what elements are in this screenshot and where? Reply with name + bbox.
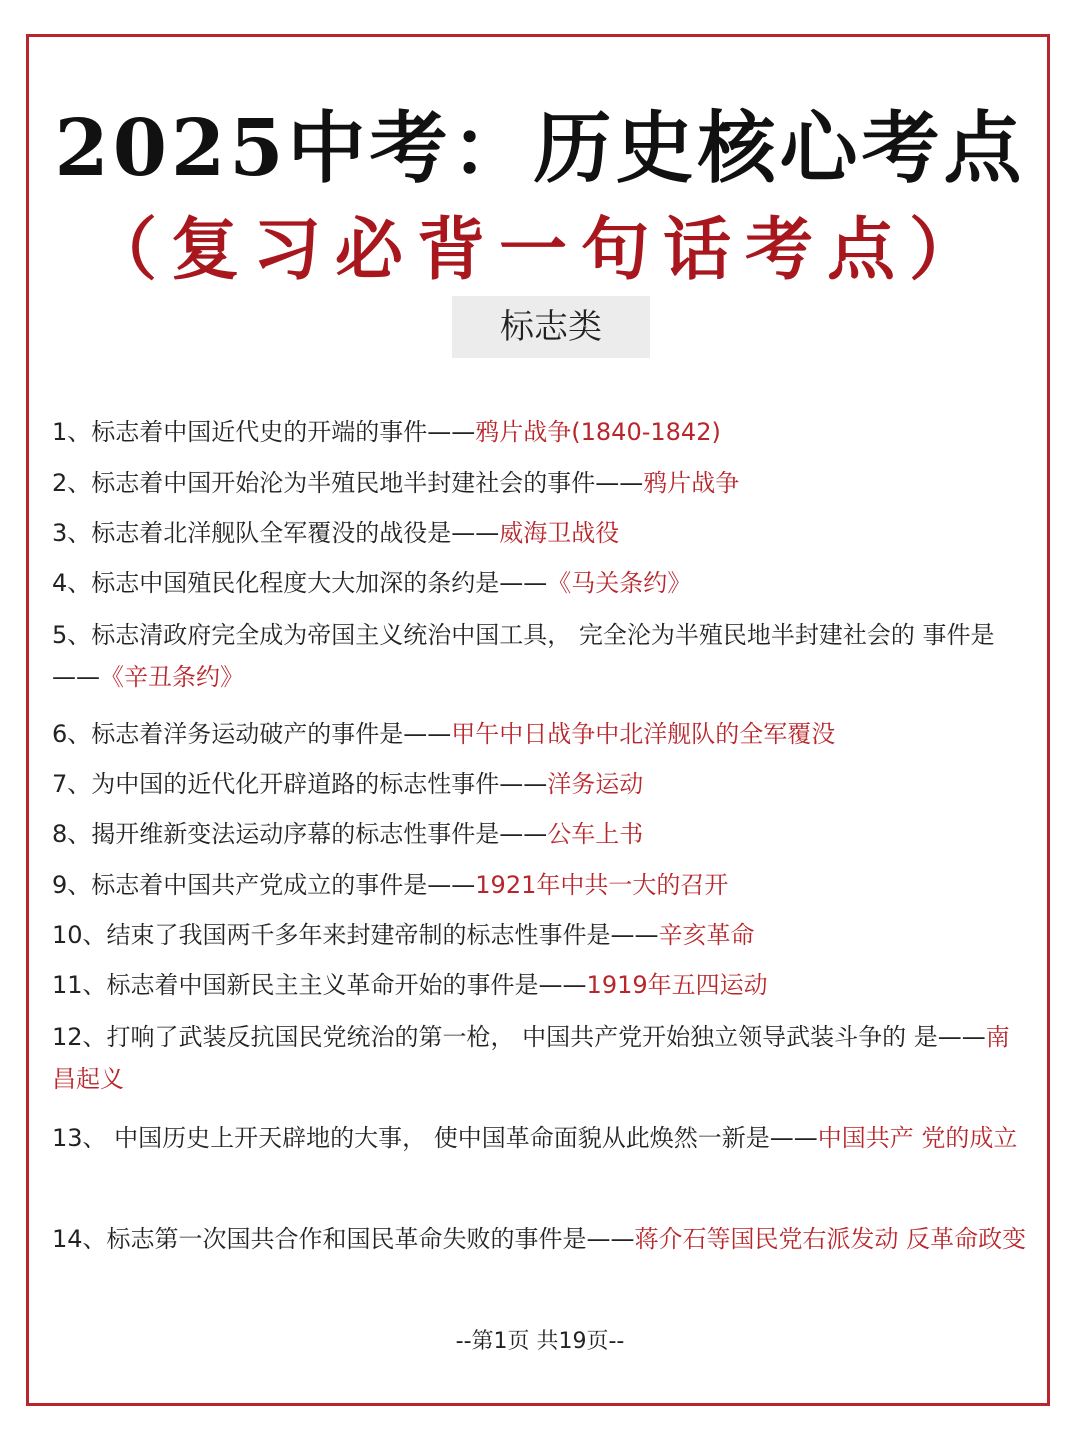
answer-text: 公车上书 [547,820,644,848]
question-text: 8、揭开维新变法运动序幕的标志性事件是—— [52,820,548,848]
question-text: 5、标志清政府完全成为帝国主义统治中国工具， 完全沦为半殖民地半封建社会的 事件是—— [52,621,995,691]
answer-text: 洋务运动 [547,770,644,798]
answer-text: 辛亥革命 [658,921,755,949]
answer-text: 鸦片战争 [643,469,740,497]
list-item-8 [52,814,1027,849]
answer-text: 《辛丑条约》 [100,663,244,691]
answer-text: 南昌起义 [52,1023,1010,1093]
list-item-3 [52,513,1027,548]
list-item-4 [52,563,1027,598]
question-text: 2、标志着中国开始沦为半殖民地半封建社会的事件—— [52,469,644,497]
list-item-6 [52,714,1027,749]
list-item-11 [52,965,1027,1000]
question-text: 12、打响了武装反抗国民党统治的第一枪， 中国共产党开始独立领导武装斗争的 是—— [52,1023,986,1051]
answer-text: 甲午中日战争中北洋舰队的全军覆没 [451,720,836,748]
category-label: 标志类 [452,296,650,358]
answer-text: 《马关条约》 [547,569,692,597]
answer-text: 鸦片战争(1840-1842) [475,418,721,446]
list-item-13 [52,1117,1027,1159]
question-text: 7、为中国的近代化开辟道路的标志性事件—— [52,770,548,798]
question-text: 3、标志着北洋舰队全军覆没的战役是—— [52,519,500,547]
list-item-14 [52,1218,1027,1260]
answer-text: 中国共产 党的成立 [817,1124,1018,1152]
answer-text: 威海卫战役 [499,519,620,547]
question-text: 6、标志着洋务运动破产的事件是—— [52,720,452,748]
answer-text: 1921年中共一大的召开 [475,871,729,899]
list-item-12 [52,1016,1027,1100]
list-item-2 [52,463,1027,498]
question-text: 11、标志着中国新民主主义革命开始的事件是—— [52,971,587,999]
answer-text: 1919年五四运动 [586,971,768,999]
question-text: 1、标志着中国近代史的开端的事件—— [52,418,476,446]
question-text: 14、标志第一次国共合作和国民革命失败的事件是—— [52,1225,635,1253]
page-subtitle: （复习必背一句话考点） [88,211,991,290]
question-text: 13、 中国历史上开天辟地的大事， 使中国革命面貌从此焕然一新是—— [52,1124,818,1152]
list-item-5 [52,614,1027,698]
list-item-7 [52,764,1027,799]
question-text: 10、结束了我国两千多年来封建帝制的标志性事件是—— [52,921,659,949]
answer-text: 蒋介石等国民党右派发动 反革命政变 [634,1225,1027,1253]
question-text: 9、标志着中国共产党成立的事件是—— [52,871,476,899]
list-item-9 [52,865,1027,900]
list-item-10 [52,915,1027,950]
page-title: 2025中考：历史核心考点 [54,103,1026,194]
page-number: --第1页 共19页-- [455,1329,625,1354]
list-item-1 [52,412,1027,447]
question-text: 4、标志中国殖民化程度大大加深的条约是—— [52,569,548,597]
